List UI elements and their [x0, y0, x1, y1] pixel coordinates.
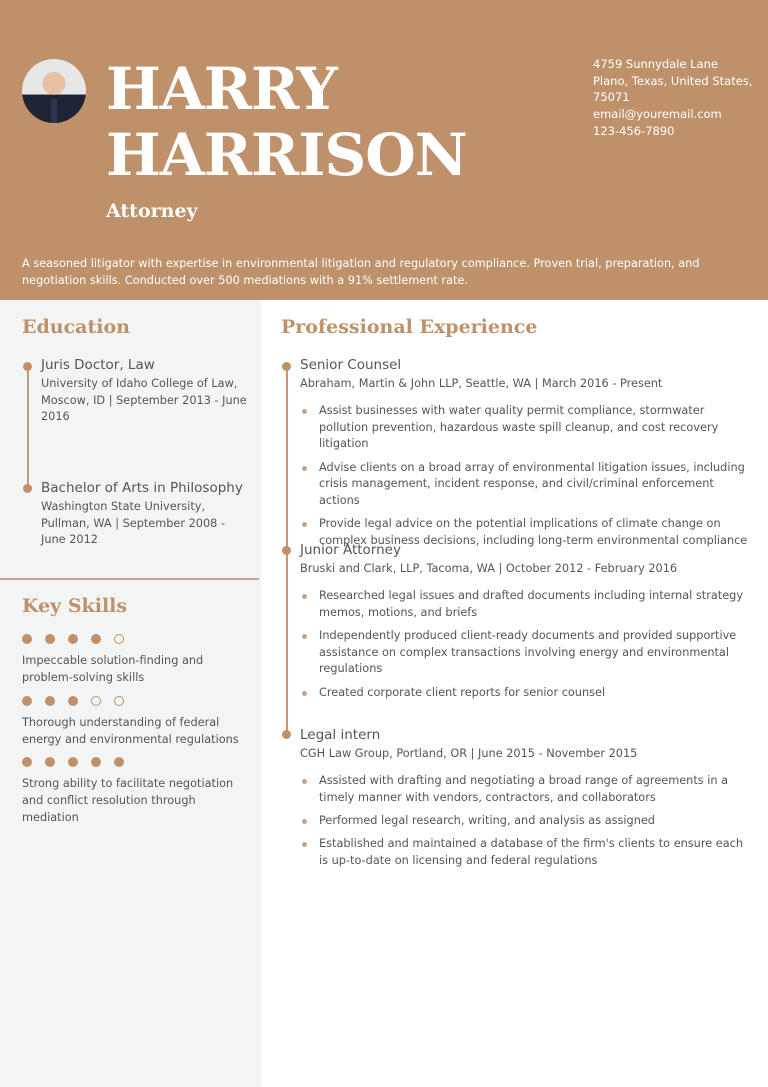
summary: A seasoned litigator with expertise in environmental litigation and regulatory compliance. Proven trial, preparation, and negotiation skills. Conducted over 500 mediations with a 91% settlement rate.	[22, 257, 700, 287]
filled-dot-icon	[91, 634, 101, 644]
skill-item: Strong ability to facilitate negotiation and conflict resolution through mediation	[22, 757, 252, 826]
bullet-item: Established and maintained a database of the firm's clients to ensure each is up-to-date on licensing and federal regulations	[300, 836, 750, 869]
empty-dot-icon	[91, 696, 101, 706]
skill-rating	[22, 634, 252, 646]
timeline-dot	[23, 484, 32, 493]
bullet-item: Assist businesses with water quality permit compliance, stormwater pollution prevention, hazardous waste spill cleanup, and cost recovery litigation	[300, 403, 750, 453]
filled-dot-icon	[22, 634, 32, 644]
full-name: HARRY HARRISON	[106, 55, 467, 189]
filled-dot-icon	[22, 757, 32, 767]
job-item	[300, 726, 750, 876]
education-heading: Education	[22, 316, 130, 338]
filled-dot-icon	[68, 634, 78, 644]
job-bullets	[300, 588, 750, 701]
job-details: CGH Law Group, Portland, OR | June 2015 - November 2015	[300, 747, 638, 760]
job-title: Attorney	[106, 200, 198, 222]
filled-dot-icon	[91, 757, 101, 767]
bullet-item: Researched legal issues and drafted documents including internal strategy memos, motions, and briefs	[300, 588, 750, 621]
skills-heading: Key Skills	[22, 595, 128, 617]
job-details: Bruski and Clark, LLP, Tacoma, WA | October 2012 - February 2016	[300, 562, 678, 575]
bullet-item: Independently produced client-ready documents and provided supportive assistance on complex transactions involving energy and environmental regulations	[300, 628, 750, 678]
job-bullets	[300, 403, 750, 550]
experience-heading: Professional Experience	[281, 316, 538, 338]
filled-dot-icon	[45, 757, 55, 767]
skill-rating	[22, 757, 252, 769]
bullet-item: Assisted with drafting and negotiating a broad range of agreements in a timely manner with vendors, contractors, and collaborators	[300, 773, 750, 806]
avatar	[22, 59, 86, 123]
skill-item: Impeccable solution-finding and problem-solving skills	[22, 634, 252, 686]
education-item: Bachelor of Arts in Philosophy Washington State University, Pullman, WA | September 2008 - June 2012	[41, 480, 243, 547]
timeline-dot	[23, 362, 32, 371]
contact-info: 4759 Sunnydale Lane Plano, Texas, United States, 75071 email@youremail.com 123-456-7890	[593, 57, 753, 138]
filled-dot-icon	[68, 696, 78, 706]
timeline-dot	[282, 546, 291, 555]
job-title: Legal intern	[300, 727, 381, 743]
bullet-item: Advise clients on a broad array of environmental litigation issues, including crisis management, incident response, and civil/criminal enforcement actions	[300, 460, 750, 510]
filled-dot-icon	[22, 696, 32, 706]
job-title: Junior Attorney	[300, 542, 401, 558]
filled-dot-icon	[45, 634, 55, 644]
job-item	[300, 356, 750, 556]
email[interactable]: email@youremail.com	[593, 107, 722, 122]
skill-rating	[22, 696, 252, 708]
education-timeline	[27, 366, 29, 488]
empty-dot-icon	[114, 696, 124, 706]
resume-header	[0, 0, 768, 300]
timeline-dot	[282, 730, 291, 739]
education-item: Juris Doctor, Law University of Idaho College of Law, Moscow, ID | September 2013 - June 2016	[41, 357, 247, 424]
bullet-item: Performed legal research, writing, and analysis as assigned	[300, 813, 750, 830]
job-title: Senior Counsel	[300, 357, 402, 373]
job-details: Abraham, Martin & John LLP, Seattle, WA | March 2016 - Present	[300, 377, 663, 390]
phone: 123-456-7890	[593, 123, 675, 138]
skill-item: Thorough understanding of federal energy and environmental regulations	[22, 696, 252, 748]
bullet-item: Provide legal advice on the potential implications of climate change on complex business decisions, including long-term environmental compliance	[300, 516, 750, 549]
job-item	[300, 541, 750, 708]
filled-dot-icon	[114, 757, 124, 767]
job-bullets	[300, 773, 750, 870]
bullet-item: Created corporate client reports for senior counsel	[300, 685, 750, 702]
timeline-dot	[282, 362, 291, 371]
divider	[0, 578, 259, 580]
filled-dot-icon	[68, 757, 78, 767]
empty-dot-icon	[114, 634, 124, 644]
filled-dot-icon	[45, 696, 55, 706]
